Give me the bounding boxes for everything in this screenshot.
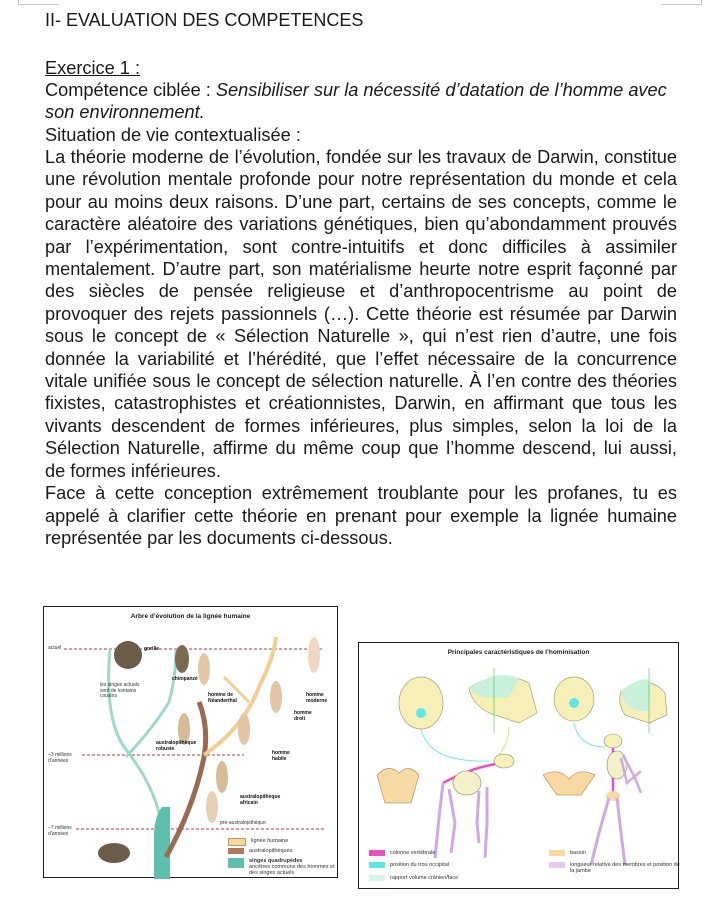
neanderthal-icon xyxy=(198,653,210,685)
gorilla-icon xyxy=(114,641,142,669)
situation-label: Situation de vie contextualisée : xyxy=(45,125,301,145)
label-neanderthal: homme de Néanderthal xyxy=(208,692,237,704)
figure-title: Principales caractéristiques de l’hominisation xyxy=(447,649,590,656)
hominisation-figure xyxy=(358,642,679,889)
pre-austral-icon xyxy=(206,791,218,823)
erectus-icon xyxy=(270,681,282,713)
label-7my: −7 millions d’années xyxy=(48,825,72,837)
chimp-icon xyxy=(175,645,189,673)
competence-text: Sensibiliser sur la nécessité d’datation de l’homme avec son environnement. xyxy=(45,80,667,123)
label-modern: homme moderne xyxy=(306,692,328,704)
competence xyxy=(45,79,677,124)
legend-swatch-1 xyxy=(549,850,565,856)
label-robust: australopithèque robuste xyxy=(156,740,197,752)
legend-swatch-0 xyxy=(228,838,246,846)
ape-pelvis-icon xyxy=(377,768,419,803)
human-occipital-icon xyxy=(569,698,579,708)
label-pre-austral: pré-australopithèque xyxy=(220,820,266,826)
label-gorilla: gorille xyxy=(144,646,160,652)
legend-swatch-1 xyxy=(228,848,244,854)
legend-item-0: lignée humaine xyxy=(228,838,288,846)
ape-occipital-icon xyxy=(416,708,426,718)
legend-item-1: australopithèques xyxy=(228,848,292,854)
label-africanus: australopithèque africain xyxy=(240,794,281,806)
label-habilis: homme habile xyxy=(272,750,290,762)
section-title: II- EVALUATION DES COMPETENCES xyxy=(45,10,364,30)
legend-item-3: longueur relative des membres et position de la jambe xyxy=(549,862,680,874)
exercise-label xyxy=(45,57,677,79)
label-3my: −3 millions d’années xyxy=(48,752,72,764)
paragraph-2: Face à cette conception extrêmement troublante pour les profanes, tu es appelé à clarifier cette théorie en prenant pour exemple la lignée humaine représentée par les documents ci-dessous. xyxy=(45,483,677,548)
legend-swatch-2 xyxy=(369,862,385,868)
evolution-tree-figure xyxy=(43,606,338,878)
legend-item-2: position du trou occipital xyxy=(369,862,449,868)
legend-swatch-2 xyxy=(228,858,244,868)
ape-skull-base-icon xyxy=(399,677,443,729)
exercise-heading: Exercice 1 : xyxy=(45,58,141,78)
ape-trunk xyxy=(154,807,170,879)
habilis-icon xyxy=(238,713,250,745)
quadruped-ape-icon xyxy=(98,843,130,863)
legend-item-4: rapport volume crânien/face xyxy=(369,875,458,881)
legend-item-1: bassin xyxy=(549,850,586,856)
legend-item-0: colonne vertébrale xyxy=(369,850,435,856)
human-pelvis-icon xyxy=(543,772,595,795)
label-actuel: actuel xyxy=(48,645,62,651)
legend-swatch-3 xyxy=(549,862,565,868)
label-apes-note: les singes actuels sont de lointains cousins xyxy=(100,682,140,700)
legend-swatch-4 xyxy=(369,875,385,881)
ape-ribcage-icon xyxy=(453,771,481,795)
legend-item-2: singes quadrupèdes ancêtres communs des hommes et des singes actuels xyxy=(228,858,339,876)
label-chimp: chimpanzé xyxy=(172,676,198,682)
paragraph-1: La théorie moderne de l’évolution, fondée sur les travaux de Darwin, constitue une révolution mentale profonde pour notre représentation du monde et cela pour au moins deux raisons. D’une part, certains de ses concepts, comme le caractère aléatoire des variations génétiques, bien qu’abondamment prouvés par l’expérimentation, sont contre-intuitifs et donc difficiles à assimiler mentalement. D’autre part, son matérialisme heurte notre esprit façonné par des siècles de pensée religieuse et d’anthropocentrisme au point de provoquer des rejets passionnels (…). Cette théorie est résumée par Darwin sous le concept de « Sélection Naturelle », qui n’est rien d’autre, une fois donnée la variabilité et l’hérédité, que l’effet nécessaire de la concurrence vitale unifiée sous le concept de sélection naturelle. À l’en contre des théories fixistes, catastrophistes et créationnistes, Darwin, en affirmant que tous les vivants descendent de formes inférieures, plus simples, selon la loi de la Sélection Naturelle, affirme du même coup que l’homme descend, lui aussi, de formes inférieures. xyxy=(45,147,677,481)
figure-title: Arbre d’évolution de la lignée humaine xyxy=(130,613,251,620)
competence-label: Compétence ciblée : xyxy=(45,80,216,100)
label-erectus: homme droit xyxy=(294,710,312,722)
legend-swatch-0 xyxy=(369,850,385,856)
africanus-icon xyxy=(216,761,228,793)
page-corner-left xyxy=(18,0,59,5)
situation-text xyxy=(45,146,677,549)
page-corner-right xyxy=(661,0,702,5)
modern-human-icon xyxy=(308,637,320,673)
